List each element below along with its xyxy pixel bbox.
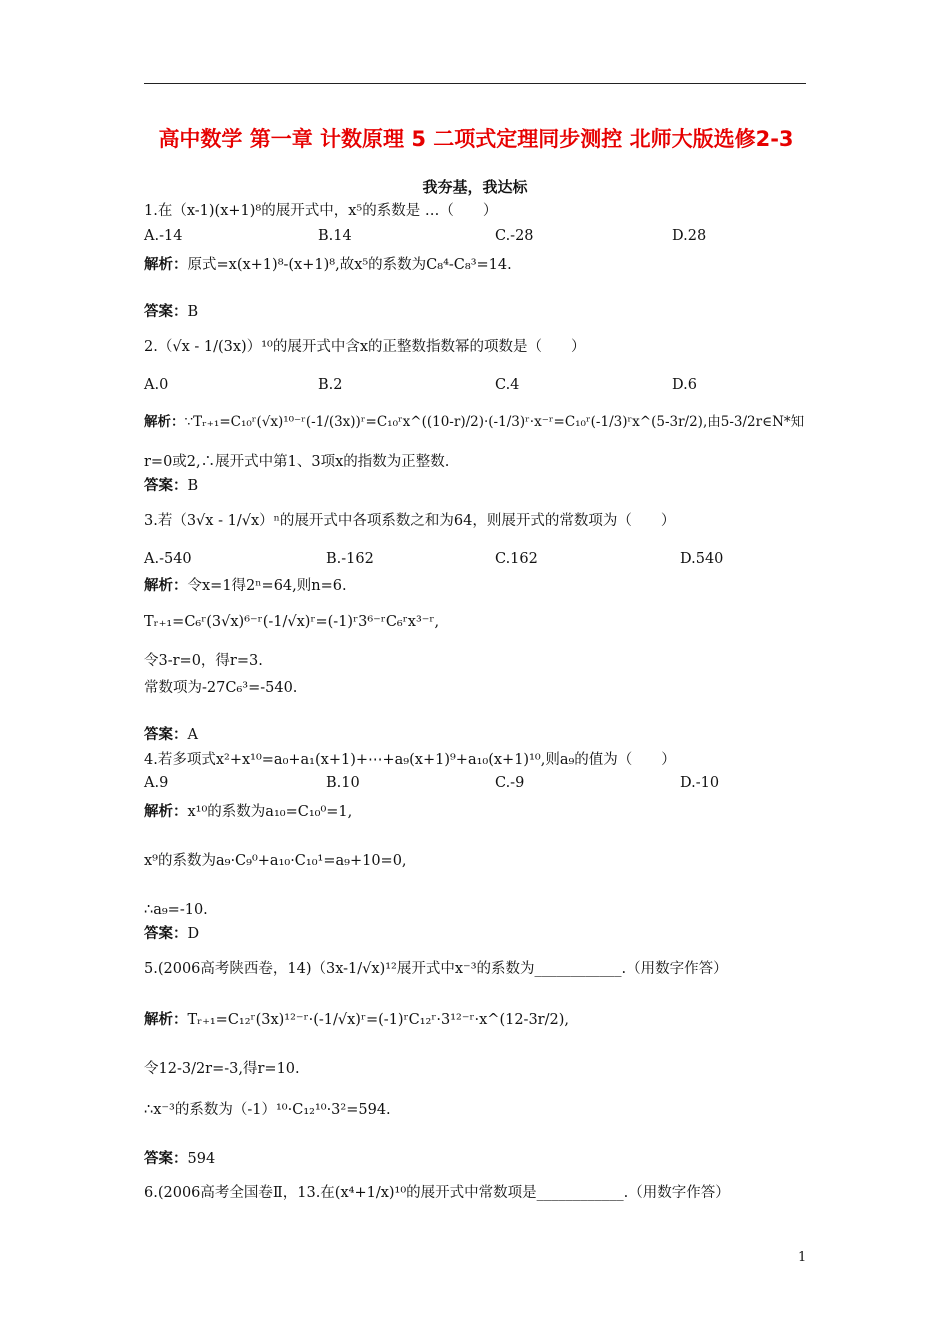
- analysis-label: 解析：: [144, 804, 188, 820]
- answer-label: 答案：: [144, 1151, 188, 1167]
- q2-answer: [144, 476, 198, 496]
- q2-option-c: C.4: [495, 377, 520, 393]
- q5-answer: [144, 1149, 215, 1169]
- q2-option-a: A.0: [144, 377, 169, 393]
- answer-label: 答案：: [144, 727, 188, 743]
- analysis-text: ∵Tᵣ₊₁=C₁₀ʳ(√x)¹⁰⁻ʳ(-1/(3x))ʳ=C₁₀ʳx^((10-r)/2)·(-1/3)ʳ·x⁻ʳ=C₁₀ʳ(-1/3)ʳx^(5-3r/2),由5-3/2r∈N*知: [184, 414, 805, 430]
- answer-text: B: [187, 478, 199, 494]
- answer-text: A: [187, 727, 198, 743]
- answer-label: 答案：: [144, 478, 188, 494]
- q4-stem: 4.若多项式x²+x¹⁰=a₀+a₁(x+1)+⋯+a₉(x+1)⁹+a₁₀(x+1)¹⁰,则a₉的值为（ ）: [144, 752, 676, 768]
- q5-analysis-line3: ∴x⁻³的系数为（-1）¹⁰·C₁₂¹⁰·3²=594.: [144, 1102, 391, 1118]
- q4-answer: [144, 924, 199, 944]
- answer-label: 答案：: [144, 926, 188, 942]
- page-number: 1: [798, 1250, 807, 1265]
- page-title: 高中数学 第一章 计数原理 5 二项式定理同步测控 北师大版选修2-3: [158, 127, 794, 151]
- analysis-text: x¹⁰的系数为a₁₀=C₁₀⁰=1,: [187, 804, 353, 820]
- q2-option-b: B.2: [318, 377, 343, 393]
- q3-option-d: D.540: [680, 551, 724, 567]
- q2-analysis-line2: r=0或2,∴展开式中第1、3项x的指数为正整数.: [144, 454, 450, 470]
- q3-analysis-line3: 令3-r=0，得r=3.: [144, 653, 263, 669]
- analysis-text: Tᵣ₊₁=C₁₂ʳ(3x)¹²⁻ʳ·(-1/√x)ʳ=(-1)ʳC₁₂ʳ·3¹²⁻ʳ·x^(12-3r/2),: [187, 1012, 569, 1028]
- analysis-label: 解析：: [144, 578, 188, 594]
- q4-option-b: B.10: [326, 775, 360, 791]
- q2-option-d: D.6: [672, 377, 697, 393]
- q6-stem: 6.(2006高考全国卷Ⅱ，13.在(x⁴+1/x)¹⁰的展开式中常数项是____________.（用数字作答）: [144, 1185, 730, 1201]
- analysis-text: 令x=1得2ⁿ=64,则n=6.: [187, 578, 347, 594]
- q3-option-a: A.-540: [144, 551, 192, 567]
- section-subtitle: 我夯基，我达标: [422, 178, 528, 196]
- q3-option-c: C.162: [495, 551, 538, 567]
- q1-answer: [144, 302, 198, 322]
- answer-text: B: [187, 304, 199, 320]
- q1-option-b: B.14: [318, 228, 352, 244]
- q2-stem: 2.（√x - 1/(3x)）¹⁰的展开式中含x的正整数指数幂的项数是（ ）: [144, 339, 586, 355]
- q1-stem: 1.在（x-1)(x+1)⁸的展开式中，x⁵的系数是 …（ ）: [144, 203, 498, 219]
- analysis-label: 解析：: [144, 414, 185, 430]
- q5-stem: 5.(2006高考陕西卷，14)（3x-1/√x)¹²展开式中x⁻³的系数为____________.（用数字作答）: [144, 961, 728, 977]
- q4-analysis: [144, 802, 352, 822]
- q2-analysis: [144, 412, 804, 432]
- q4-option-d: D.-10: [680, 775, 720, 791]
- q5-analysis: [144, 1010, 569, 1030]
- q1-analysis: [144, 255, 512, 275]
- q3-analysis-line4: 常数项为-27C₆³=-540.: [144, 680, 298, 696]
- q3-stem: 3.若（3√x - 1/√x）ⁿ的展开式中各项系数之和为64，则展开式的常数项为（ ）: [144, 513, 676, 529]
- q1-option-d: D.28: [672, 228, 707, 244]
- q4-option-a: A.9: [144, 775, 169, 791]
- answer-text: D: [187, 926, 200, 942]
- analysis-label: 解析：: [144, 257, 188, 273]
- q1-option-c: C.-28: [495, 228, 534, 244]
- header-rule: [144, 83, 806, 84]
- q3-analysis: [144, 576, 347, 596]
- q3-option-b: B.-162: [326, 551, 374, 567]
- analysis-label: 解析：: [144, 1012, 188, 1028]
- answer-label: 答案：: [144, 304, 188, 320]
- q4-analysis-line2: x⁹的系数为a₉·C₉⁰+a₁₀·C₁₀¹=a₉+10=0,: [144, 853, 407, 869]
- q1-option-a: A.-14: [144, 228, 183, 244]
- answer-text: 594: [187, 1151, 216, 1167]
- q4-analysis-line3: ∴a₉=-10.: [144, 902, 208, 918]
- q5-analysis-line2: 令12-3/2r=-3,得r=10.: [144, 1061, 300, 1077]
- analysis-text: 原式=x(x+1)⁸-(x+1)⁸,故x⁵的系数为C₈⁴-C₈³=14.: [187, 257, 512, 273]
- q3-answer: [144, 725, 198, 745]
- q3-analysis-line2: Tᵣ₊₁=C₆ʳ(3√x)⁶⁻ʳ(-1/√x)ʳ=(-1)ʳ3⁶⁻ʳC₆ʳx³⁻ʳ,: [144, 614, 440, 630]
- q4-option-c: C.-9: [495, 775, 525, 791]
